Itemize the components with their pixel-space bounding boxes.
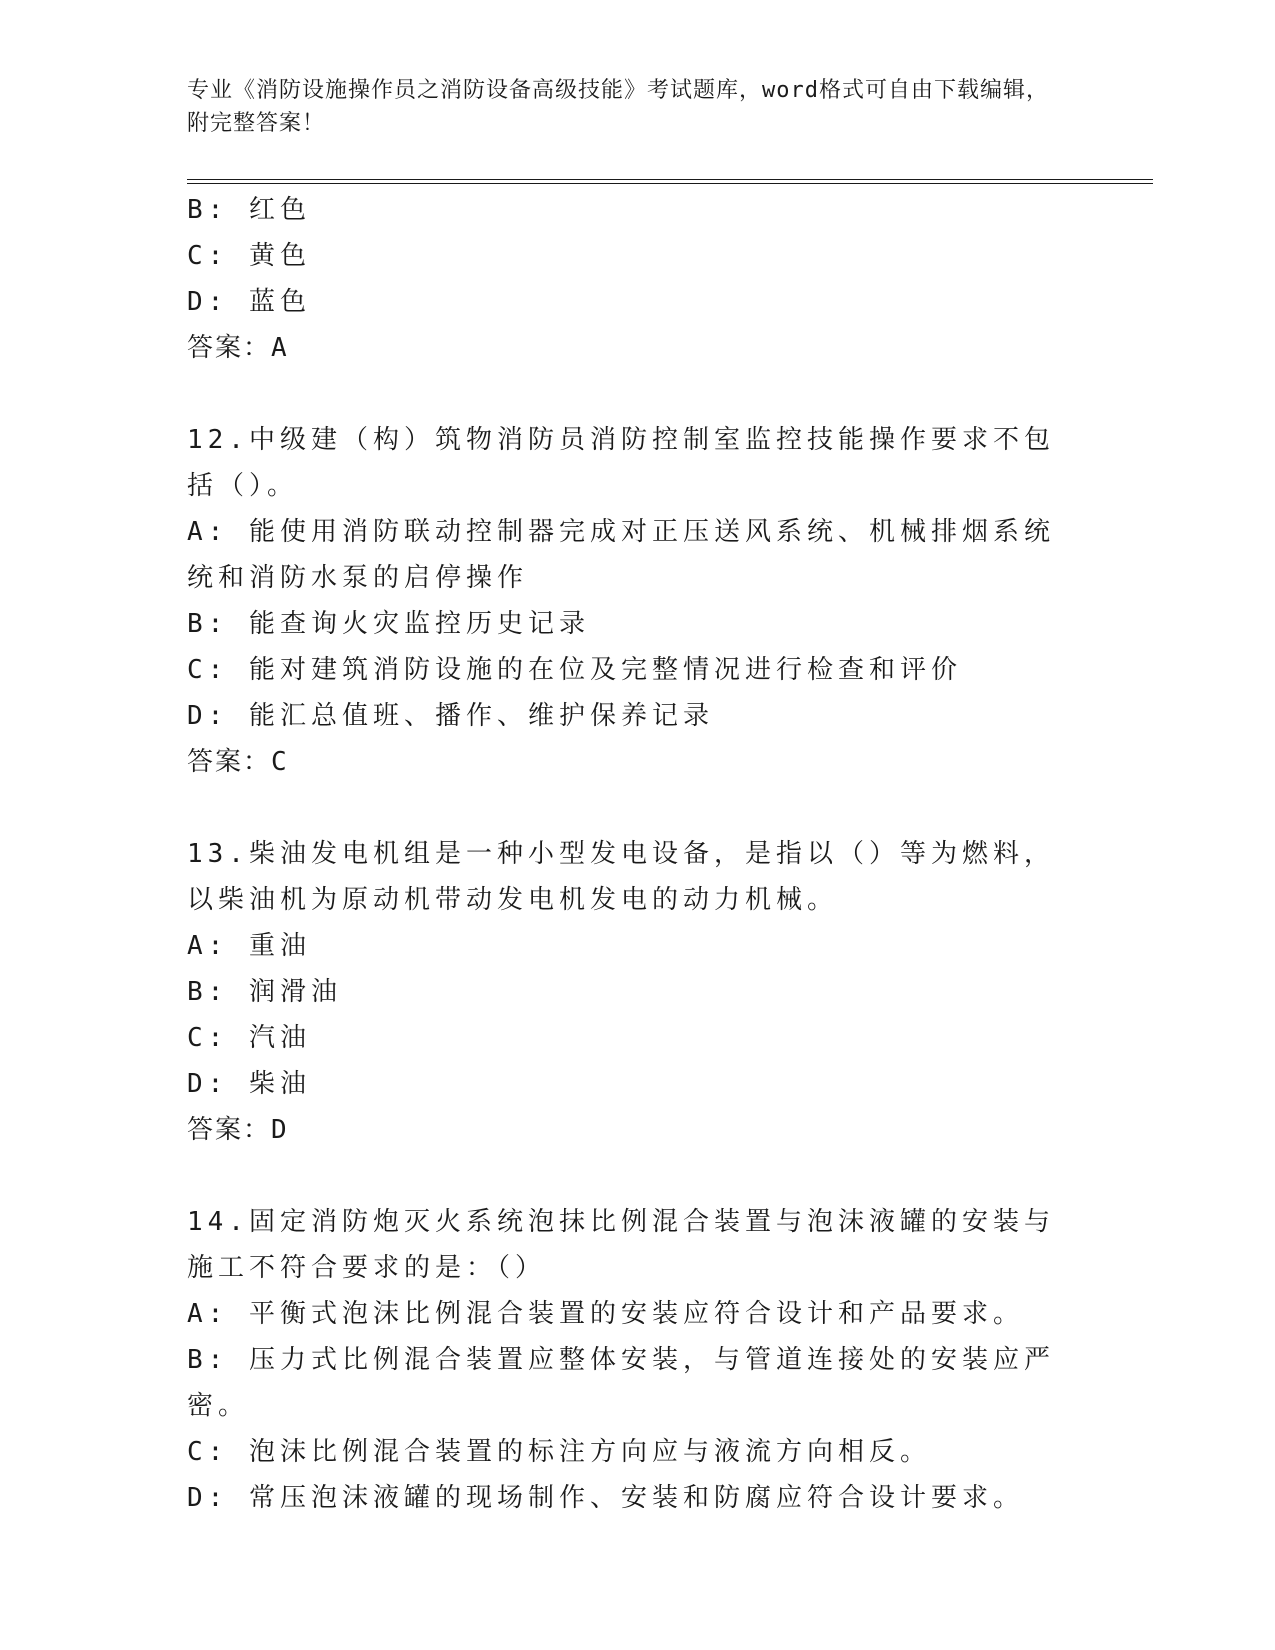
- option-d: D: 常压泡沫液罐的现场制作、安装和防腐应符合设计要求。: [187, 1483, 1024, 1513]
- option-a: A: 能使用消防联动控制器完成对正压送风系统、机械排烟系统统和消防水泵的启停操作: [187, 517, 1055, 593]
- spacer: [187, 371, 1067, 417]
- spacer: [187, 785, 1067, 831]
- question-content: [187, 187, 1067, 1521]
- option-d: D: 柴油: [187, 1069, 311, 1099]
- option-a: A: 平衡式泡沫比例混合装置的安装应符合设计和产品要求。: [187, 1299, 1024, 1329]
- question-stem: 13.柴油发电机组是一种小型发电设备，是指以（）等为燃料，以柴油机为原动机带动发电机发电的动力机械。: [187, 839, 1055, 915]
- spacer: [187, 1153, 1067, 1199]
- option-b: B: 润滑油: [187, 977, 342, 1007]
- header-divider-bottom: [187, 183, 1153, 184]
- option-c: C: 泡沫比例混合装置的标注方向应与液流方向相反。: [187, 1437, 931, 1467]
- header-divider-top: [187, 179, 1153, 180]
- option-c: C: 黄色: [187, 241, 311, 271]
- question-stem: 12.中级建（构）筑物消防员消防控制室监控技能操作要求不包括（）。: [187, 425, 1055, 501]
- question-12: [187, 417, 1067, 785]
- document-header: 专业《消防设施操作员之消防设备高级技能》考试题库，word格式可自由下载编辑，附完整答案！: [187, 78, 1049, 136]
- prev-question-tail: [187, 187, 1067, 371]
- option-c: C: 汽油: [187, 1023, 311, 1053]
- question-stem: 14.固定消防炮灭火系统泡抹比例混合装置与泡沫液罐的安装与施工不符合要求的是：（）: [187, 1207, 1055, 1283]
- answer: 答案：D: [187, 1115, 289, 1145]
- option-b: B: 压力式比例混合装置应整体安装，与管道连接处的安装应严密。: [187, 1345, 1055, 1421]
- question-14: [187, 1199, 1067, 1521]
- option-d: D: 蓝色: [187, 287, 311, 317]
- option-b: B: 能查询火灾监控历史记录: [187, 609, 590, 639]
- option-d: D: 能汇总值班、播作、维护保养记录: [187, 701, 714, 731]
- question-13: [187, 831, 1067, 1153]
- option-a: A: 重油: [187, 931, 311, 961]
- answer: 答案：C: [187, 747, 289, 777]
- option-b: B: 红色: [187, 195, 311, 225]
- option-c: C: 能对建筑消防设施的在位及完整情况进行检查和评价: [187, 655, 962, 685]
- answer: 答案：A: [187, 333, 289, 363]
